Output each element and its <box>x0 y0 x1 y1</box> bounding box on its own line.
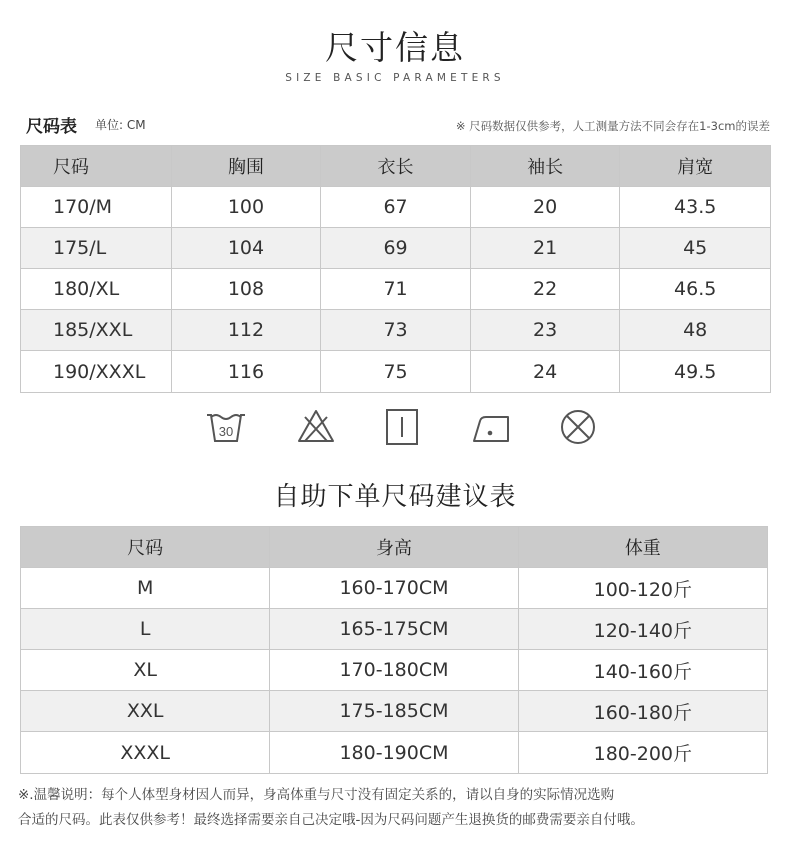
table-cell: 175-185CM <box>270 691 518 732</box>
footer-note-line-2: 合适的尺码。此表仅供参考！最终选择需要亲自己决定哦-因为尺码问题产生退换货的邮费需要亲自付哦。 <box>18 812 644 828</box>
table-cell: XXL <box>21 691 270 732</box>
table-cell: 104 <box>172 228 322 269</box>
table-row <box>21 609 767 650</box>
table-cell: 180/XL <box>21 269 172 310</box>
table-cell: 24 <box>471 351 621 392</box>
table-cell: 116 <box>172 351 322 392</box>
table-cell: 170-180CM <box>270 650 518 691</box>
table-cell: 71 <box>321 269 471 310</box>
table-cell: 185/XXL <box>21 310 172 351</box>
page-title: 尺寸信息 <box>325 28 465 67</box>
unit-label: 单位: CM <box>95 118 146 132</box>
column-header: 尺码 <box>21 146 172 187</box>
table-cell: 170/M <box>21 187 172 228</box>
table-cell: 100 <box>172 187 322 228</box>
column-header: 袖长 <box>471 146 621 187</box>
column-header: 身高 <box>270 527 518 568</box>
table-cell: 100-120斤 <box>519 568 767 609</box>
table-cell: 48 <box>620 310 770 351</box>
table-cell: 45 <box>620 228 770 269</box>
table-cell: 108 <box>172 269 322 310</box>
table-cell: 190/XXXL <box>21 351 172 392</box>
table-row <box>21 228 770 269</box>
table-row <box>21 568 767 609</box>
table-cell: 20 <box>471 187 621 228</box>
table-row <box>21 351 770 392</box>
column-header: 肩宽 <box>620 146 770 187</box>
care-instructions <box>205 407 605 447</box>
table-cell: 21 <box>471 228 621 269</box>
table-cell: 67 <box>321 187 471 228</box>
table-cell: 180-190CM <box>270 732 518 773</box>
table-header-row <box>21 146 770 187</box>
iron-low-icon <box>470 407 512 447</box>
table-cell: XL <box>21 650 270 691</box>
table-cell: 180-200斤 <box>593 743 693 765</box>
table-cell: 73 <box>321 310 471 351</box>
wash-30-icon <box>205 407 247 447</box>
table-cell: 112 <box>172 310 322 351</box>
table-row <box>21 650 767 691</box>
tumble-dry-icon <box>381 407 423 447</box>
table-cell: 140-160斤 <box>519 650 767 691</box>
column-header: 胸围 <box>172 146 322 187</box>
table-cell: 46.5 <box>620 269 770 310</box>
table-cell: 23 <box>471 310 621 351</box>
table-cell: 22 <box>471 269 621 310</box>
column-header: 尺码 <box>21 527 270 568</box>
wash-temperature: 30 <box>218 424 234 439</box>
page-subtitle: SIZE BASIC PARAMETERS <box>285 72 505 84</box>
table-cell: 165-175CM <box>270 609 518 650</box>
column-header: 体重 <box>519 527 767 568</box>
column-header: 衣长 <box>321 146 471 187</box>
table-row <box>21 310 770 351</box>
table-cell: 69 <box>321 228 471 269</box>
table-row <box>21 691 767 732</box>
table-cell: 160-170CM <box>270 568 518 609</box>
table-cell: 49.5 <box>674 360 717 383</box>
table-row <box>21 187 770 228</box>
no-dry-clean-icon <box>557 407 599 447</box>
table-row <box>21 732 767 773</box>
size-table <box>20 145 771 393</box>
footer-note-line-1: ※.温馨说明：每个人体型身材因人而异，身高体重与尺寸没有固定关系的，请以自身的实际情况选购 <box>18 787 615 803</box>
recommend-table <box>20 526 768 774</box>
table-row <box>21 269 770 310</box>
no-bleach-icon <box>295 407 337 447</box>
table-cell: XXXL <box>21 732 270 773</box>
table-header-row <box>21 527 767 568</box>
table-cell: M <box>21 568 270 609</box>
table-cell: 160-180斤 <box>519 691 767 732</box>
table-cell: 75 <box>321 351 471 392</box>
size-table-label: 尺码表 <box>26 117 77 137</box>
table-cell: L <box>21 609 270 650</box>
table-cell: 120-140斤 <box>519 609 767 650</box>
recommend-table-title: 自助下单尺码建议表 <box>273 482 517 512</box>
table-cell: 43.5 <box>620 187 770 228</box>
table-cell: 175/L <box>21 228 172 269</box>
measurement-note: ※ 尺码数据仅供参考，人工测量方法不同会存在1-3cm的误差 <box>455 119 770 133</box>
